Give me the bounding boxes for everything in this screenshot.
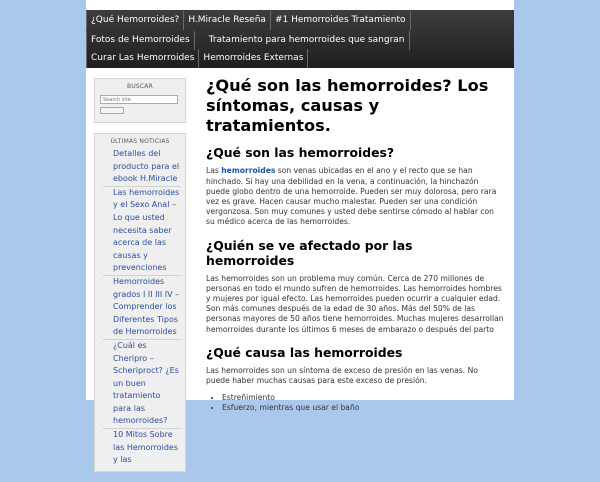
news-item[interactable]: ¿Cuál es Cheripro – Scheriproct? ¿Es un buen tratamiento para las hemorroides? bbox=[103, 339, 181, 428]
section-heading-quien: ¿Quién se ve afectado por las hemorroides bbox=[206, 237, 413, 268]
section-paragraph-quien: Las hemorroides son un problema muy común. Cerca de 270 millones de personas en todo el mundo sufren de hemorroides. Las hemorroides hombres y mujeres por igual efecto. Las hemorroides pueden ocurrir a cualquier edad. Son más comunes después de la edad de 30 años. Más del 50% de las personas mayores de 50 años tiene hemorroides. Muchas mujeres desarrollan hemorroides durante los últimos 6 meses de embarazo o después del parto bbox=[206, 273, 504, 334]
article-title: ¿Qué son las hemorroides? Los síntomas, causas y tratamientos. bbox=[206, 76, 489, 135]
nav-item-tratamiento-sangran[interactable]: Tratamiento para hemorroides que sangran bbox=[205, 31, 410, 50]
search-widget bbox=[94, 78, 186, 123]
section-heading-que-son: ¿Qué son las hemorroides? bbox=[206, 145, 395, 161]
search-input[interactable] bbox=[100, 95, 178, 104]
search-widget-title: BUSCAR bbox=[127, 83, 153, 90]
section-paragraph-que-son bbox=[206, 166, 504, 227]
section-heading-causa: ¿Qué causa las hemorroides bbox=[206, 344, 403, 360]
nav-item-fotos-hemorroides[interactable]: Fotos de Hemorroides bbox=[86, 31, 195, 50]
article bbox=[206, 76, 504, 414]
news-item[interactable]: Detalles del producto para el ebook H.Miracle bbox=[113, 149, 180, 184]
sidebar bbox=[94, 78, 186, 482]
top-strip bbox=[86, 0, 514, 10]
news-list bbox=[95, 148, 185, 467]
page-body bbox=[86, 68, 514, 465]
search-button[interactable] bbox=[100, 107, 124, 114]
news-item[interactable]: 10 Mitos Sobre las Hemorroides y las bbox=[103, 428, 181, 467]
news-item[interactable]: Las hemorroides y el Sexo Anal – Lo que usted necesita saber acerca de las causas y prevenciones bbox=[103, 186, 181, 275]
nav-row-3 bbox=[86, 49, 308, 68]
list-item: • Esfuerzo, mientras que usar el baño bbox=[222, 403, 504, 413]
main-navigation bbox=[86, 10, 514, 68]
news-widget bbox=[94, 133, 186, 472]
nav-item-hmiracle-resena[interactable]: H.Miracle Reseña bbox=[184, 11, 271, 30]
nav-item-curar-hemorroides[interactable]: Curar Las Hemorroides bbox=[86, 49, 199, 68]
nav-item-que-hemorroides[interactable]: ¿Qué Hemorroides? bbox=[86, 11, 184, 30]
section-paragraph-causa: Las hemorroides son un síntoma de exceso de presión en las venas. No puede haber muchas causas para este exceso de presión. bbox=[206, 365, 478, 386]
nav-item-hemorroides-tratamiento[interactable]: #1 Hemorroides Tratamiento bbox=[271, 11, 411, 30]
nav-item-hemorroides-externas[interactable]: Hemorroides Externas bbox=[199, 49, 308, 68]
causes-list bbox=[206, 393, 504, 413]
paragraph-lead: Las bbox=[206, 166, 219, 176]
news-item[interactable]: Hemorroides grados I II III IV – Comprender los Diferentes Tipos de Hemorroides bbox=[103, 275, 181, 339]
nav-row-2 bbox=[86, 31, 410, 50]
paragraph-text: son venas ubicadas en el ano y el recto que se han hinchado. Si hay una debilidad en la vena, a continuación, la hinchazón puede globo dentro de una hemorroide. Pueden ser muy dolorosa, pero rara vez es grave. Hacen causar mucho malestar. Pueden ser una condición vergonzosa. Son muy comunes y usted debe sentirse cómodo al hablar con su médico acerca de las hemorroides. bbox=[206, 166, 497, 227]
hemorroides-link[interactable]: hemorroides bbox=[221, 166, 276, 176]
news-widget-title: ÚLTIMAS NOTICIAS bbox=[110, 138, 170, 145]
nav-row-1 bbox=[86, 11, 411, 30]
list-item: • Estreñimiento bbox=[222, 393, 504, 403]
